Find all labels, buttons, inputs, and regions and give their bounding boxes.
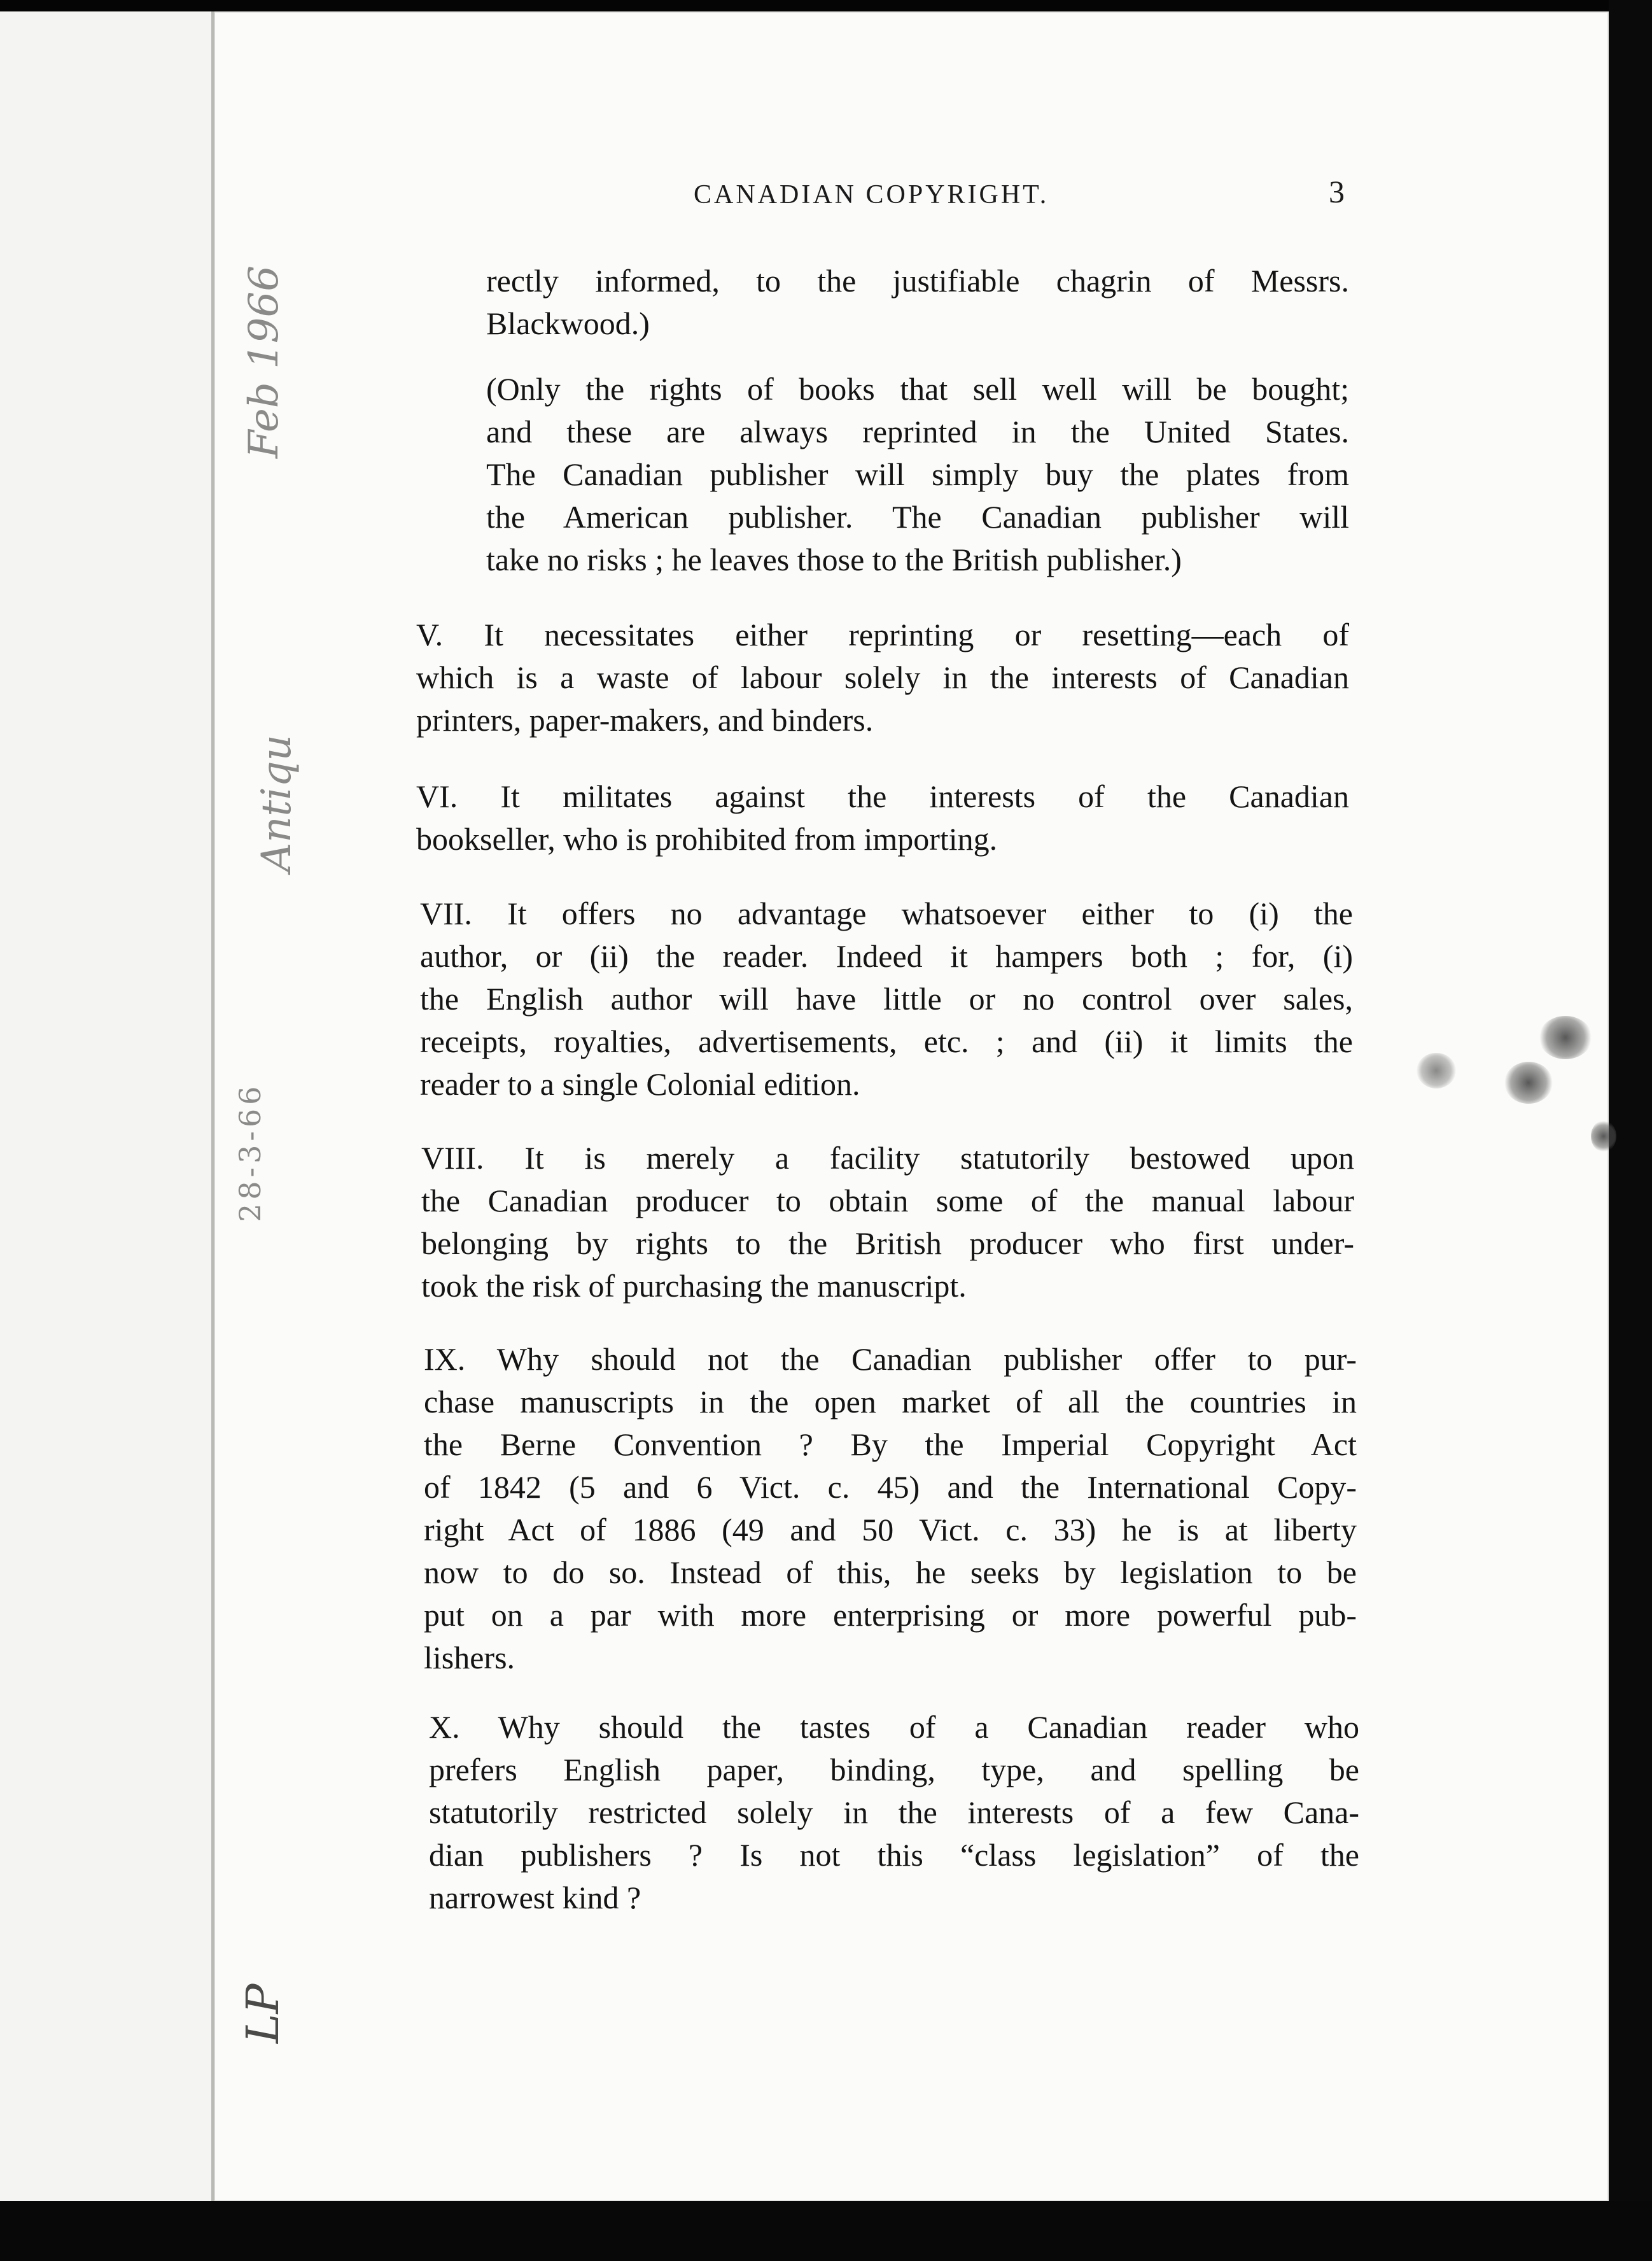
text-line: the American publisher. The Canadian publisher will — [486, 499, 1349, 535]
text-line: dian publishers ? Is not this “class legislation” of the — [429, 1837, 1359, 1873]
ink-stain — [1539, 1016, 1592, 1059]
text-line: The Canadian publisher will simply buy the plates from — [486, 456, 1349, 492]
text-line: lishers. — [424, 1640, 515, 1675]
text-line: IX. Why should not the Canadian publisher offer to pur- — [424, 1341, 1357, 1377]
text-line: author, or (ii) the reader. Indeed it hampers both ; for, (i) — [420, 938, 1353, 974]
gutter-line — [211, 11, 214, 2201]
text-line: X. Why should the tastes of a Canadian reader who — [429, 1709, 1359, 1745]
text-line: (Only the rights of books that sell well will be bought; — [486, 371, 1349, 407]
text-line: right Act of 1886 (49 and 50 Vict. c. 33) he is at liberty — [424, 1512, 1357, 1547]
text-line: statutorily restricted solely in the interests of a few Cana- — [429, 1794, 1359, 1830]
paragraph-point-viii — [421, 1137, 1354, 1307]
scan-border-top — [0, 0, 1652, 11]
paragraph-point-vi — [416, 775, 1349, 861]
text-line: VII. It offers no advantage whatsoever either to (i) the — [420, 896, 1353, 931]
ink-stain — [1417, 1053, 1456, 1088]
scan-border-bottom — [0, 2201, 1652, 2261]
text-line: chase manuscripts in the open market of all the countries in — [424, 1384, 1357, 1419]
running-title: CANADIAN COPYRIGHT. — [694, 180, 1049, 209]
page-number: 3 — [1329, 174, 1345, 209]
text-line: prefers English paper, binding, type, and spelling be — [429, 1752, 1359, 1787]
paragraph-point-vii — [420, 892, 1353, 1106]
text-line: take no risks ; he leaves those to the British publisher.) — [486, 542, 1182, 577]
handwritten-name-note: Antiqu — [253, 735, 300, 872]
paragraph-point-x — [429, 1706, 1359, 1919]
text-line: VI. It militates against the interests of the Canadian — [416, 778, 1349, 814]
ink-stain — [1504, 1062, 1553, 1104]
paragraph-point-v — [416, 614, 1349, 742]
text-line: took the risk of purchasing the manuscript. — [421, 1268, 967, 1304]
handwritten-code-note: 28-3-66 — [233, 1082, 267, 1222]
text-line: bookseller, who is prohibited from importing. — [416, 821, 998, 857]
text-line: belonging by rights to the British producer who first under- — [421, 1225, 1354, 1261]
text-line: rectly informed, to the justifiable chagrin of Messrs. — [486, 263, 1349, 299]
left-margin — [0, 11, 214, 2201]
text-line: which is a waste of labour solely in the interests of Canadian — [416, 659, 1349, 695]
text-line: now to do so. Instead of this, he seeks by legislation to be — [424, 1554, 1357, 1590]
text-line: the English author will have little or no control over sales, — [420, 981, 1353, 1017]
text-line: narrowest kind ? — [429, 1880, 641, 1915]
paragraph-point-ix — [424, 1338, 1357, 1679]
text-line: of 1842 (5 and 6 Vict. c. 45) and the International Copy- — [424, 1469, 1357, 1505]
paragraph-aside — [486, 368, 1349, 581]
handwritten-initials-note: LP — [237, 1983, 289, 2043]
text-line: put on a par with more enterprising or more powerful pub- — [424, 1597, 1357, 1633]
text-line: the Berne Convention ? By the Imperial Copyright Act — [424, 1426, 1357, 1462]
text-line: reader to a single Colonial edition. — [420, 1066, 860, 1102]
text-line: the Canadian producer to obtain some of the manual labour — [421, 1183, 1354, 1218]
text-line: receipts, royalties, advertisements, etc. ; and (ii) it limits the — [420, 1024, 1353, 1059]
text-line: and these are always reprinted in the United States. — [486, 414, 1349, 449]
handwritten-date-note: Feb 1966 — [241, 265, 288, 458]
text-line: Blackwood.) — [486, 306, 650, 341]
ink-stain — [1591, 1120, 1616, 1152]
text-line: printers, paper-makers, and binders. — [416, 702, 874, 738]
text-line: VIII. It is merely a facility statutorily bestowed upon — [421, 1140, 1354, 1176]
paragraph-continued — [486, 260, 1349, 345]
text-line: V. It necessitates either reprinting or resetting—each of — [416, 617, 1349, 652]
